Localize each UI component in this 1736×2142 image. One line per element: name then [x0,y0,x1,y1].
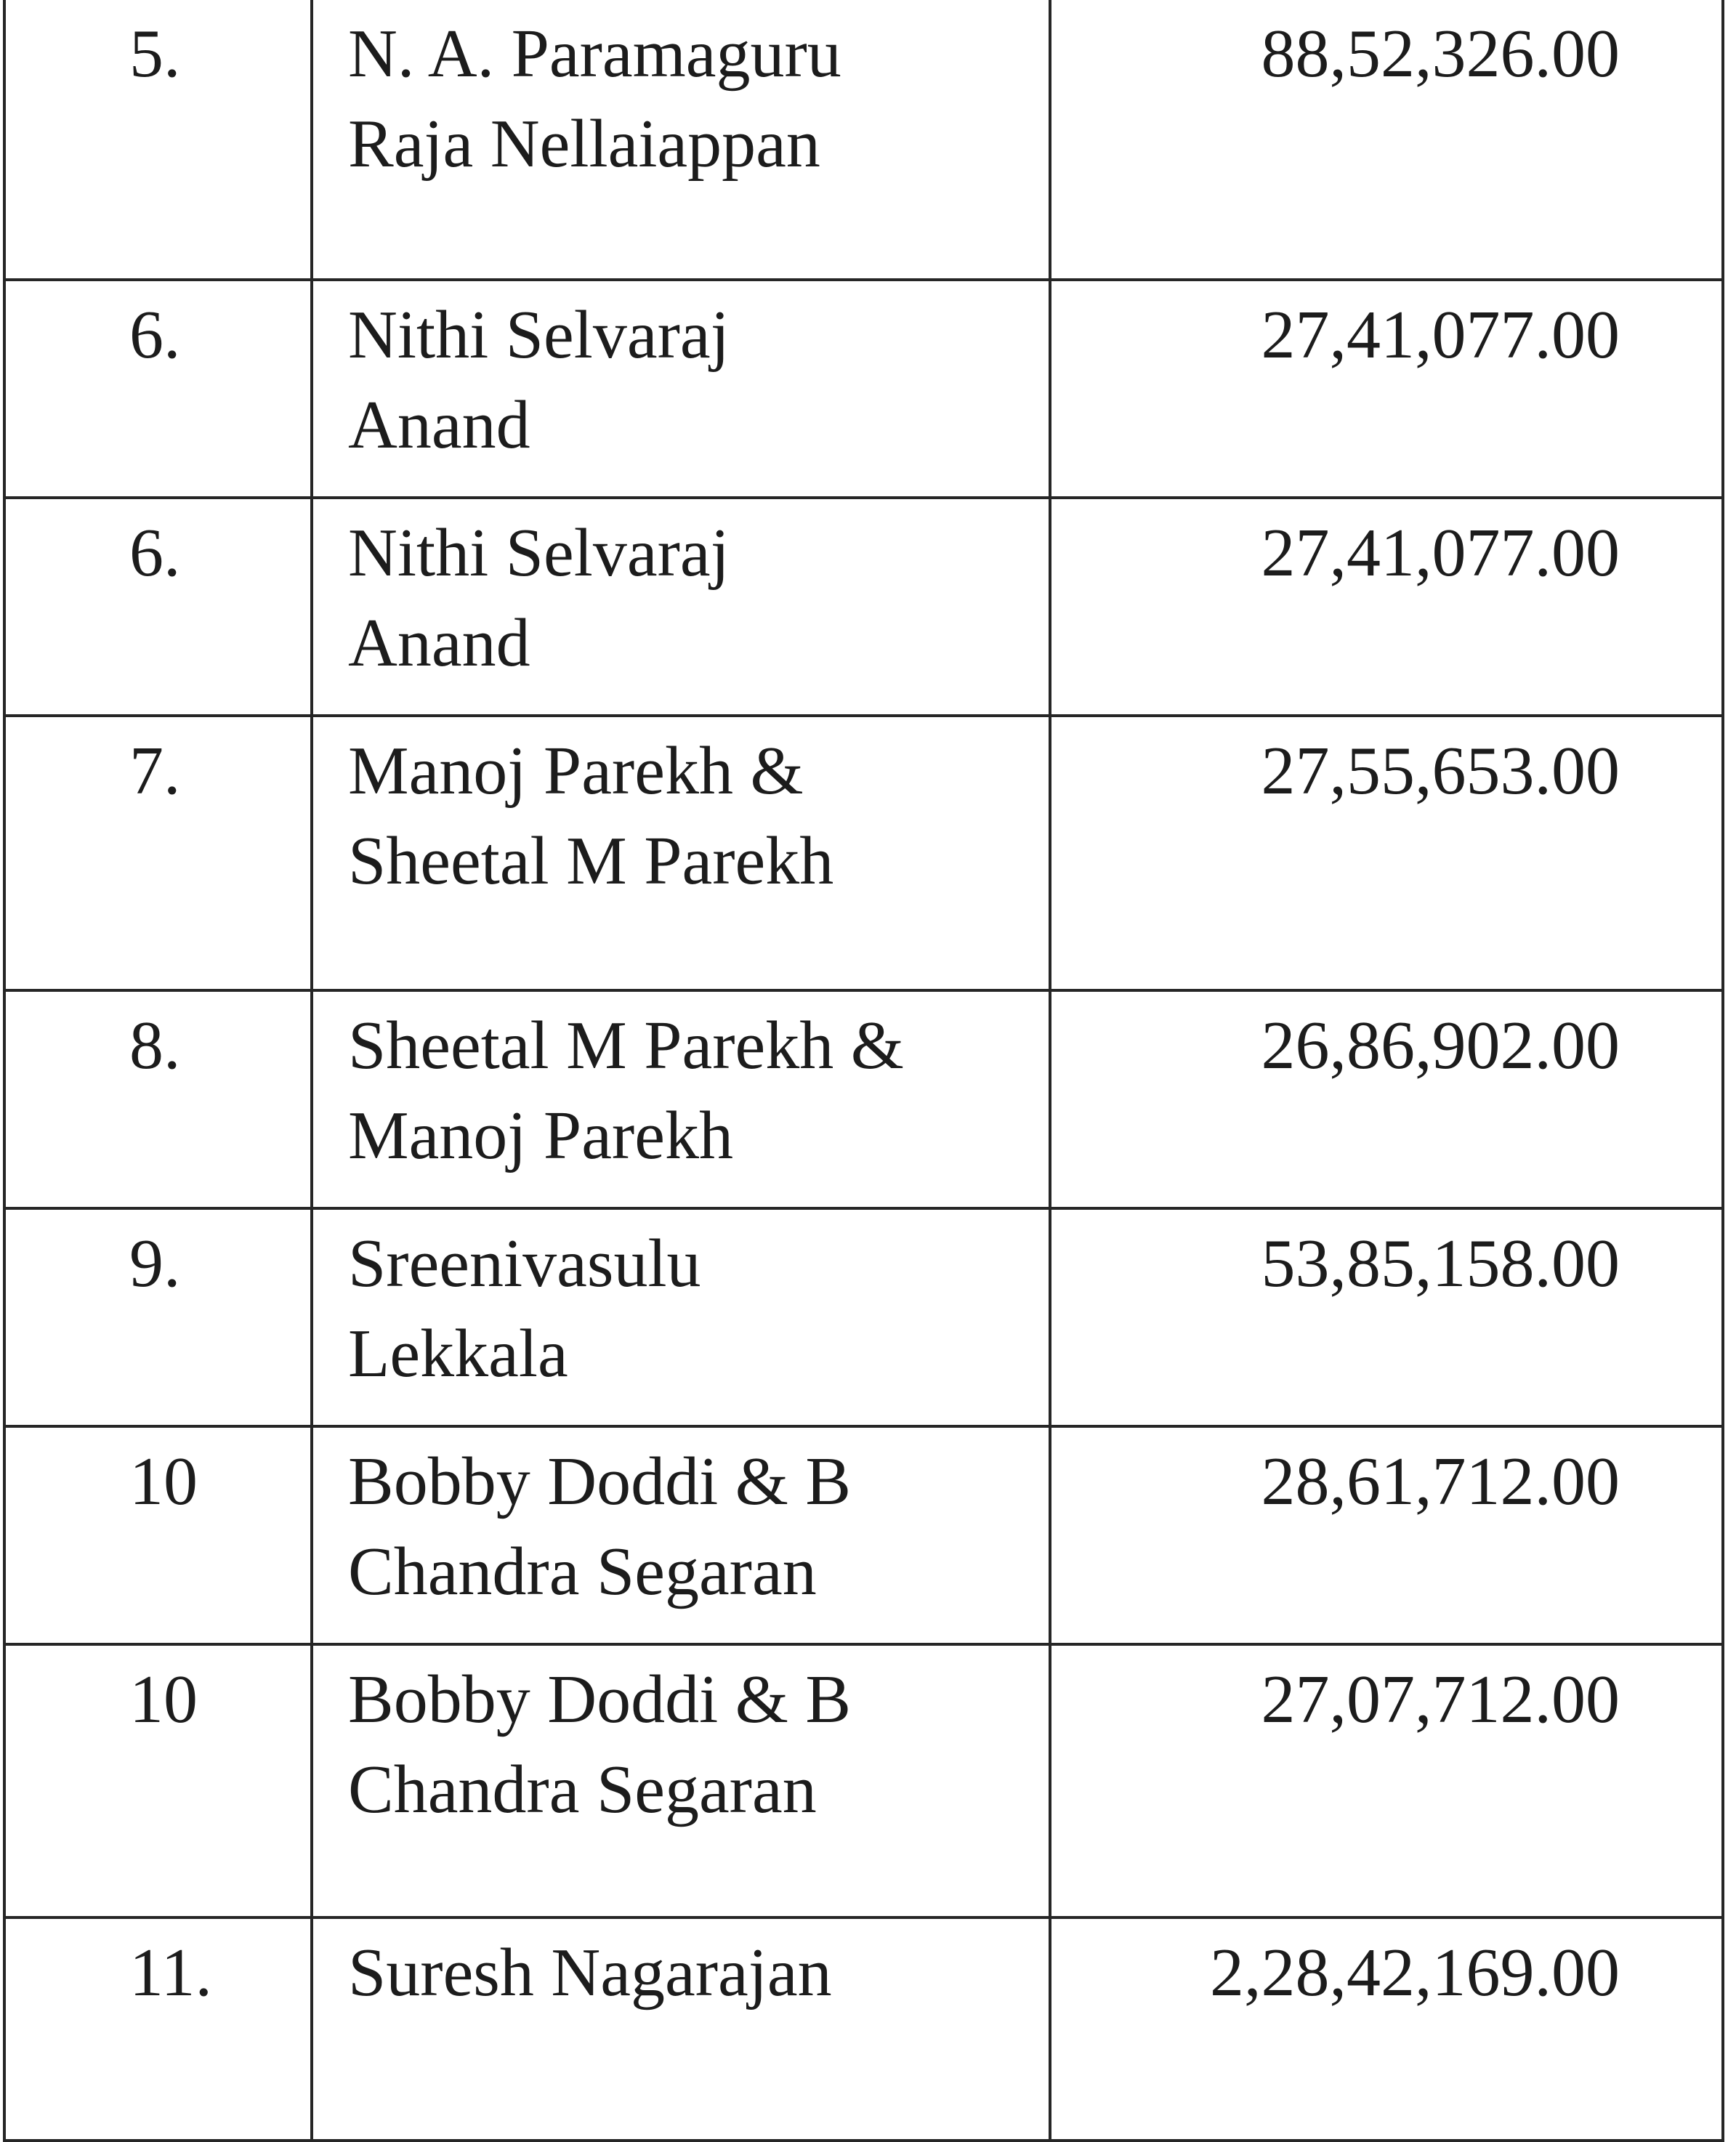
amount-cell: 27,55,653.00 [1050,716,1723,990]
claimant-name-line: Nithi Selvaraj [348,515,730,591]
claimant-name-cell [312,0,1050,280]
serial-number-cell: 10 [4,1644,312,1917]
serial-number-cell: 6. [4,280,312,498]
claims-table [3,0,1724,2142]
amount-cell: 53,85,158.00 [1050,1208,1723,1426]
claimant-name-line: Chandra Segaran [348,1534,817,1609]
claimant-name-line: Bobby Doddi & B [348,1444,852,1519]
table-row [4,1917,1723,2141]
amount-cell: 28,61,712.00 [1050,1426,1723,1644]
amount-cell: 88,52,326.00 [1050,0,1723,280]
amount-cell: 27,41,077.00 [1050,280,1723,498]
claimant-name-line: Manoj Parekh [348,1098,733,1173]
claimant-name-line: Suresh Nagarajan [348,1935,832,2010]
table-row [4,1426,1723,1644]
table-row [4,1644,1723,1917]
claimant-name-line: Lekkala [348,1316,568,1391]
table-row [4,0,1723,280]
serial-number-cell: 9. [4,1208,312,1426]
claimant-name-line: N. A. Paramaguru [348,16,841,92]
table-row [4,280,1723,498]
claimant-name-cell [312,1917,1050,2141]
claimant-name-cell [312,498,1050,716]
claimant-name-cell [312,1426,1050,1644]
table-row [4,990,1723,1208]
claimant-name-cell [312,280,1050,498]
claimant-name-cell [312,1208,1050,1426]
serial-number-cell: 6. [4,498,312,716]
claimant-name-line: Manoj Parekh & [348,733,804,809]
claimant-name-cell [312,990,1050,1208]
amount-cell: 27,07,712.00 [1050,1644,1723,1917]
claimant-name-line: Anand [348,605,530,681]
amount-cell: 27,41,077.00 [1050,498,1723,716]
claimant-name-line: Anand [348,387,530,463]
claimant-name-line: Nithi Selvaraj [348,297,730,373]
table-row [4,498,1723,716]
serial-number-cell: 7. [4,716,312,990]
claimant-name-cell [312,716,1050,990]
serial-number-cell: 8. [4,990,312,1208]
claimant-name-line: Sheetal M Parekh & [348,1008,904,1083]
claimant-name-line: Raja Nellaiappan [348,106,820,182]
table-row [4,716,1723,990]
claimant-name-line: Sheetal M Parekh [348,823,834,899]
claimant-name-line: Chandra Segaran [348,1752,817,1827]
serial-number-cell: 5. [4,0,312,280]
amount-cell: 26,86,902.00 [1050,990,1723,1208]
amount-cell: 2,28,42,169.00 [1050,1917,1723,2141]
serial-number-cell: 11. [4,1917,312,2141]
table-row [4,1208,1723,1426]
claimant-name-line: Sreenivasulu [348,1226,701,1301]
claimant-name-cell [312,1644,1050,1917]
claimant-name-line: Bobby Doddi & B [348,1662,852,1737]
serial-number-cell: 10 [4,1426,312,1644]
